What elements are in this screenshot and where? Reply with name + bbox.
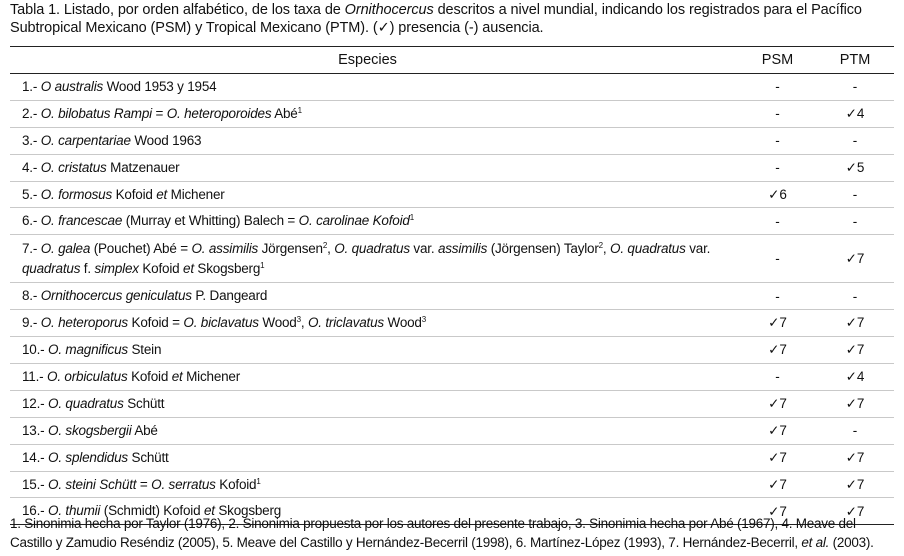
footnote-ref: 1 [297, 105, 302, 115]
taxon-name: quadratus [22, 260, 81, 276]
species-cell [10, 364, 739, 391]
authority-text: f. [80, 260, 95, 276]
footnote-ref: 3 [421, 315, 426, 325]
ptm-value: ✓7 [816, 310, 894, 337]
table-row [10, 127, 894, 154]
authority-text: Skogsberg [193, 260, 261, 276]
ptm-value: ✓7 [816, 444, 894, 471]
taxon-name: O. triclavatus [307, 315, 384, 331]
row-number: 3.- [22, 132, 41, 148]
table-row [10, 74, 894, 101]
authority-text: var. [685, 240, 711, 256]
authority-text: Skogsberg [214, 503, 282, 519]
row-number: 16.- [22, 503, 49, 519]
ptm-value: - [816, 417, 894, 444]
species-cell [10, 235, 739, 283]
taxon-name: O. quadratus [48, 395, 124, 411]
ptm-value: - [816, 74, 894, 101]
psm-value: - [739, 127, 816, 154]
psm-value: ✓7 [739, 310, 816, 337]
taxon-name: O. galea [40, 240, 91, 256]
row-number: 9.- [22, 315, 41, 331]
authority-text: Kofoid [138, 260, 184, 276]
authority-text: (Schmidt) Kofoid [100, 503, 204, 519]
ptm-value: - [816, 283, 894, 310]
species-cell [10, 208, 739, 235]
authority-text: , [300, 315, 308, 331]
authority-text: Wood [258, 315, 297, 331]
species-cell [10, 390, 739, 417]
authority-text: Kofoid [127, 368, 172, 384]
psm-value: - [739, 283, 816, 310]
ptm-value: ✓7 [816, 471, 894, 498]
taxon-name: O. quadratus [610, 240, 686, 256]
footnote-ref: 1 [260, 260, 265, 270]
footnote-etal: et al. [801, 535, 830, 550]
psm-value: - [739, 208, 816, 235]
species-cell [10, 310, 739, 337]
taxon-name: Ornithocercus geniculatus [40, 288, 192, 304]
species-cell [10, 417, 739, 444]
table-row [10, 444, 894, 471]
table-row [10, 471, 894, 498]
caption-lead: Tabla 1. Listado, por orden alfabético, de los taxa de [10, 2, 345, 18]
footnote-ref: 2 [598, 240, 603, 250]
ptm-value: ✓7 [816, 498, 894, 525]
caption-tail: descritos a nivel mundial, indicando los registrados para el Pacífico Subtropical Mexicano (PSM) y Tropical Mexicano (PTM). (✓) presencia (-) ausencia. [10, 2, 862, 36]
footnote-end: (2003). [829, 535, 874, 550]
ptm-value: ✓7 [816, 337, 894, 364]
psm-value: ✓7 [739, 417, 816, 444]
footnote-ref: 1 [409, 213, 414, 223]
authority-text: Matzenauer [106, 159, 180, 175]
taxon-name: et [171, 368, 183, 384]
taxon-name: assimilis [437, 240, 488, 256]
species-table [10, 46, 894, 525]
authority-text: (Pouchet) Abé = [90, 240, 192, 256]
taxon-name: O australis [40, 78, 104, 94]
taxon-name: et [156, 186, 168, 202]
row-number: 15.- [22, 476, 49, 492]
species-cell [10, 100, 739, 127]
psm-value: - [739, 154, 816, 181]
taxon-name: O. orbiculatus [47, 368, 128, 384]
authority-text: Abé [271, 105, 298, 121]
row-number: 11.- [22, 368, 48, 384]
ptm-value: ✓7 [816, 235, 894, 283]
authority-text: (Jörgensen) Taylor [487, 240, 599, 256]
authority-text: = [136, 476, 152, 492]
species-cell [10, 471, 739, 498]
row-number: 4.- [22, 159, 41, 175]
row-number: 12.- [22, 395, 49, 411]
row-number: 1.- [22, 78, 41, 94]
authority-text: Abé [131, 422, 158, 438]
taxon-name: O. heteroporus [40, 315, 128, 331]
table-row [10, 417, 894, 444]
table-row [10, 283, 894, 310]
authority-text: Wood 1953 y 1954 [103, 78, 217, 94]
taxon-name: O. formosus [40, 186, 113, 202]
taxon-name: O. skogsbergii [48, 422, 132, 438]
authority-text: , [602, 240, 611, 256]
table-row [10, 235, 894, 283]
taxon-name: O. thumii [48, 503, 101, 519]
footnote-ref: 3 [296, 315, 301, 325]
ptm-value: ✓4 [816, 364, 894, 391]
psm-value: ✓7 [739, 337, 816, 364]
header-ptm: PTM [816, 47, 894, 74]
footnote [10, 514, 900, 552]
authority-text: var. [409, 240, 438, 256]
ptm-value: ✓5 [816, 154, 894, 181]
header-species: Especies [10, 47, 739, 74]
taxon-name: O. carpentariae [40, 132, 131, 148]
table-row [10, 100, 894, 127]
psm-value: ✓7 [739, 444, 816, 471]
taxon-name: O. francescae [40, 213, 123, 229]
species-cell [10, 127, 739, 154]
taxon-name: O. splendidus [48, 449, 128, 465]
taxon-name: O. serratus [151, 476, 216, 492]
ptm-value: - [816, 181, 894, 208]
authority-text: Schütt [123, 395, 165, 411]
species-cell [10, 337, 739, 364]
table-row [10, 337, 894, 364]
species-cell [10, 181, 739, 208]
authority-text: , [327, 240, 335, 256]
species-cell [10, 283, 739, 310]
table-row [10, 181, 894, 208]
psm-value: ✓6 [739, 181, 816, 208]
footnote-text: 1. Sinonimia hecha por Taylor (1976), 2. Sinonimia propuesta por los autores del presente trabajo, 3. Sinonimia hecha por Abé (1967), 4. Meave del Castillo y Zamudio Reséndiz (2005), 5. Meave del Castillo y Hernández-Becerril (1998), 6. Martínez-López (1993), 7. Hernández-Becerril, [10, 516, 856, 550]
header-row [10, 47, 894, 74]
row-number: 10.- [22, 342, 49, 358]
psm-value: ✓7 [739, 498, 816, 525]
psm-value: - [739, 235, 816, 283]
authority-text: Stein [127, 342, 162, 358]
taxon-name: O. heteroporoides [166, 105, 272, 121]
footnote-ref: 2 [322, 240, 328, 250]
header-psm: PSM [739, 47, 816, 74]
ptm-value: - [816, 127, 894, 154]
species-cell [10, 444, 739, 471]
taxon-name: O. carolinae Kofoid [298, 213, 410, 229]
taxon-name: O. magnificus [48, 342, 128, 358]
taxon-name: et [203, 503, 215, 519]
table-body [10, 74, 894, 525]
psm-value: - [739, 364, 816, 391]
row-number: 6.- [22, 213, 41, 229]
table-caption [10, 2, 898, 37]
table-row [10, 310, 894, 337]
authority-text: Kofoid [215, 476, 257, 492]
row-number: 14.- [22, 449, 49, 465]
taxon-name: O. steini Schütt [48, 476, 137, 492]
taxon-name: O. assimilis [191, 240, 259, 256]
row-number: 8.- [22, 288, 41, 304]
table-row [10, 390, 894, 417]
authority-text: Schütt [127, 449, 169, 465]
row-number: 13.- [22, 422, 49, 438]
taxon-name: simplex [94, 260, 139, 276]
table-row [10, 154, 894, 181]
authority-text: Michener [182, 368, 241, 384]
table-row [10, 208, 894, 235]
ptm-value: ✓4 [816, 100, 894, 127]
table-row [10, 364, 894, 391]
caption-genus: Ornithocercus [344, 2, 434, 18]
authority-text: Michener [167, 186, 225, 202]
authority-text: = [151, 105, 167, 121]
authority-text: P. Dangeard [191, 288, 268, 304]
taxon-name: O. biclavatus [183, 315, 259, 331]
row-number: 5.- [22, 186, 41, 202]
psm-value: ✓7 [739, 390, 816, 417]
psm-value: - [739, 100, 816, 127]
authority-text: Wood 1963 [130, 132, 202, 148]
taxon-name: et [183, 260, 194, 276]
ptm-value: ✓7 [816, 390, 894, 417]
authority-text: Jörgensen [258, 240, 323, 256]
ptm-value: - [816, 208, 894, 235]
psm-value: - [739, 74, 816, 101]
authority-text: Kofoid = [127, 315, 184, 331]
psm-value: ✓7 [739, 471, 816, 498]
footnote-ref: 1 [256, 476, 261, 486]
taxon-name: O. bilobatus Rampi [40, 105, 152, 121]
taxon-name: O. cristatus [40, 159, 107, 175]
authority-text: Wood [383, 315, 422, 331]
authority-text: (Murray et Whitting) Balech = [122, 213, 299, 229]
authority-text: Kofoid [112, 186, 157, 202]
row-number: 2.- [22, 105, 41, 121]
row-number: 7.- [22, 240, 41, 256]
taxon-name: O. quadratus [334, 240, 410, 256]
species-cell [10, 74, 739, 101]
species-cell [10, 154, 739, 181]
